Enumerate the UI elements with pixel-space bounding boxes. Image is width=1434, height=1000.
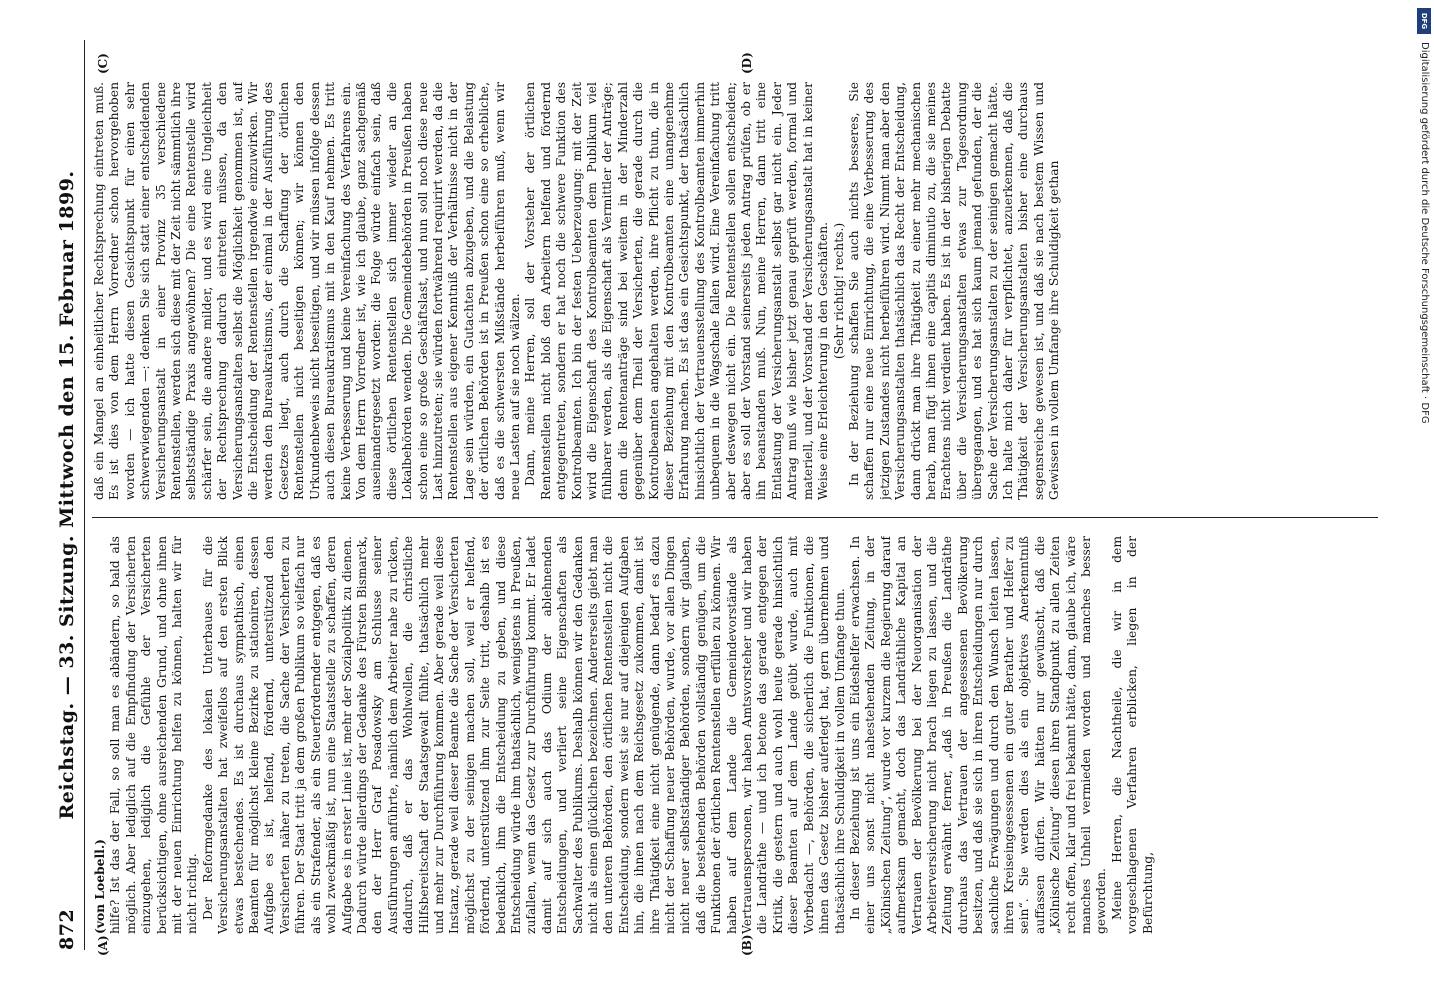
digitization-credit: Digitalisierung gefördert durch die Deutsche Forschungsgemeinschaft · DFG (1419, 42, 1430, 424)
page-number: 872 (56, 908, 78, 950)
paragraph: In dieser Beziehung ist uns ein Eideshelfer erwachsen. In einer uns sonst nicht nahestehenden Zeitung, in der „Kölnischen Zeitung“, wurde vor kurzem die Regierung darauf aufmerksam gemacht, doch das Landräthliche Kapital an Vertrauen der Bevölkerung bei der Neuorganisation der Arbeiterversicherung nicht brach liegen zu lassen, und die Zeitung erwähnt ferner, „daß in Preußen die Landräthe durchaus das Vertrauen der angesessenen Bevölkerung besitzen, und daß sie sich in ihren Entscheidungen nur durch sachliche Erwägungen und durch den Wunsch leiten lassen, ihren Kreiseingesessenen ein guter Berather und Helfer zu sein“. Sie werden dies als ein objektives Anerkenntniß auffassen dürfen. Wir hätten nur gewünscht, daß die „Kölnische Zeitung“ diesen ihren Standpunkt zu allen Zeiten recht offen, klar und frei bekannt hätte, dann, glaube ich, wäre manches Unheil vermieden worden und manches besser geworden. (847, 536, 1109, 934)
margin-marker-c: (C) (96, 53, 110, 74)
interjection: (Sehr richtig! rechts.) (831, 222, 846, 360)
paragraph: In der Beziehung schaffen Sie auch nichts besseres, Sie schaffen nur eine neue Einrichtung, die eine Verbesserung des jetzigen Zustandes nicht herbeiführen wird. Nimmt man aber den Versicherungsanstalten thatsächlich das Recht der Entscheidung, dann drückt man ihre Thätigkeit zu einer mehr mechanischen herab, man fügt ihnen eine capitis diminutio zu, die sie meines Erachtens nicht verdient haben. Es ist in der bisherigen Debatte über die Versicherungsanstalten etwas zur Tagesordnung übergegangen, und es hat sich kaum jemand gefunden, der die Sache der Versicherungsanstalten zu der seinigen gemacht hätte. Ich halte mich daher für verpflichtet, anzuerkennen, daß die Thätigkeit der Versicherungsanstalten bisher eine durchaus segensreiche gewesen ist, und daß sie nach bestem Wissen und Gewissen in vollem Umfange ihre Schuldigkeit gethan (846, 82, 1062, 500)
right-text-column (92, 82, 1370, 500)
digitization-note (1414, 8, 1434, 992)
dfg-logo: DFG (1417, 8, 1431, 34)
margin-marker-d: (D) (740, 52, 754, 74)
column-divider (92, 517, 1378, 518)
paragraph: Meine Herren, die Nachtheile, die wir in dem vorgeschlagenen Verfahren erblicken, liegen in der Befürchtung, (1109, 536, 1155, 934)
speaker-label: (von Loebell.) (92, 839, 107, 934)
paragraph: Der Reformgedanke des lokalen Unterbaues für die Versicherungsanstalten hat zweifellos auf den ersten Blick etwas bestechendes. Es ist durchaus sympathisch, einen Beamten für möglichst kleine Bezirke zu stationiren, dessen Aufgabe es ist, helfend, fördernd, unterstützend den Versicherten näher zu treten, die Sache der Versicherten zu führen. Der Staat tritt ja dem großen Publikum so vielfach nur als ein Strafender, als ein Steuerfordernder entgegen, daß es wohl zweckmäßig ist, nun eine Staatsstelle zu schaffen, deren Aufgabe es in erster Linie ist, mehr der Sozialpolitik zu dienen. Dadurch würde allerdings der Gedanke des Fürsten Bismarck, den der Herr Graf Posadowsky am Schlusse seiner Ausführungen anführte, nämlich dem Arbeiter nahe zu rücken, dadurch, daß er das Wohlwollen, die christliche Hilfsbereitschaft der Staatsgewalt fühlte, thatsächlich mehr und mehr zur Durchführung kommen. Aber gerade weil diese Instanz, gerade weil dieser Beamte die Sache der Versicherten möglichst zu der seinigen machen soll, weil er helfend, fördernd, unterstützend ihm zur Seite tritt, deshalb ist es bedenklich, ihm die Entscheidung zu geben, und diese Entscheidung würde ihm thatsächlich, wenigstens in Preußen, zufallen, wenn das Gesetz zur Durchführung kommt. Er ladet damit auf sich auch das Odium der ablehnenden Entscheidungen, und verliert seine Eigenschaften als Sachwalter des Publikums. Deshalb können wir den Gedanken nicht als einen glücklichen bezeichnen. Andererseits giebt man den unteren Behörden, den örtlichen Rentenstellen nicht die Entscheidung, sondern weist sie nur auf diejenigen Aufgaben hin, die ihnen nach dem Reichsgesetz zukommen, damit ist ihre Thätigkeit eine nicht genügende, dann bedarf es dazu nicht der Schaffung neuer Behörden, wurde, vor allen Dingen nicht neuer selbstständiger Behörden, sondern wir glauben, daß die bestehenden Behörden vollständig genügen, um die Funktionen der örtlichen Rentenstellen erfüllen zu können. Wir haben auf dem Lande die Gemeindevorstände als Vertrauenspersonen, wir haben Amtsvorsteher und wir haben die Landräthe — und ich betone das gerade entgegen der Kritik, die gestern und auch wohl heute gerade hinsichtlich dieser Beamten auf dem Lande geübt wurde, auch mit Vorbedacht —, Behörden, die sicherlich die Funktionen, die ihnen das Gesetz bisher auferlegt hat, gern übernehmen und thatsächlich ihre Schuldigkeit in vollem Umfange thun. (200, 536, 847, 934)
margin-marker-b: (B) (740, 934, 754, 956)
paragraph: Dann, meine Herren, soll der Vorsteher der örtlichen Rentenstellen nicht bloß den Arbeitern helfend und fördernd entgegentreten, sondern er hat noch die schwere Funktion des Kontrolbeamten. Ich bin der festen Ueberzeugung: mit der Zeit wird die Eigenschaft des Kontrolbeamten dem Publikum viel fühlbarer werden, als die Eigenschaft als Vermittler der Anträge; denn die Rentenanträge sind bei weitem in der Minderzahl gegenüber dem Theil der Versicherten, die gerade durch die Kontrolbeamten angehalten werden, ihre Pflicht zu thun, die in dieser Beziehung mit den Kontrolbeamten eine unangenehme Erfahrung machen. Es ist das ein Gesichtspunkt, der thatsächlich hinsichtlich der Vertrauensstellung des Kontrolbeamten immerhin unbequem in die Wagschale fallen wird. Eine Vereinfachung tritt aber deswegen nicht ein. Die Rentenstellen sollen entscheiden; aber es soll der Vorstand seinerseits jeden Antrag prüfen, ob er ihn beanstanden muß. Nun, meine Herren, dann tritt eine Entlastung der Versicherungsanstalt selbst gar nicht ein. Jeder Antrag muß wie bisher jetzt genau geprüft werden, formal und materiell, und der Vorstand der Versicherungsanstalt hat in keiner Weise eine Erleichterung in den Geschäften. (523, 82, 831, 500)
page-header (48, 40, 85, 950)
left-text-column (92, 536, 1370, 934)
page-title: Reichstag. — 33. Sitzung. Mittwoch den 15. Februar 1899. (56, 170, 78, 820)
paragraph: hilfe? Ist das der Fall, so soll man es abändern, so bald als möglich. Aber lediglich auf die Empfindung der Versicherten einzugehen, lediglich die Gefühle der Versicherten berücksichtigen, ohne ausreichenden Grund, und ohne ihnen mit der neuen Einrichtung helfen zu können, halten wir für nicht richtig. (108, 536, 200, 934)
paragraph: daß ein Mangel an einheitlicher Rechtsprechung eintreten muß. Es ist dies von dem Herrn Vorredner schon hervorgehoben worden — ich hatte diesen Gesichtspunkt für einen sehr schwerwiegenden —: denken Sie sich statt einer entscheidenden Versicherungsanstalt in einer Provinz 35 verschiedene Rentenstellen, werden sich diese mit der Zeit nicht sämmtlich ihre selbstständige Praxis angewöhnen? Die eine Rentenstelle wird schärfer sein, die andere milder, und es wird eine Ungleichheit der Rechtsprechung dadurch eintreten müssen, da den Versicherungsanstalten selbst die Möglichkeit genommen ist, auf die Entscheidung der Rentenstellen irgendwie einzuwirken. Wir werden den Bureaukratismus, der einmal in der Ausführung des Gesetzes liegt, auch durch die Schaffung der örtlichen Rentenstellen nicht beseitigen können; wir können den Urkundenbeweis nicht beseitigen, und wir müssen infolge dessen auch diesen Bureaukratismus mit in den Kauf nehmen. Es tritt keine Verbesserung und keine Vereinfachung des Verfahrens ein. Von dem Herrn Vorredner ist, wie ich glaube, ganz sachgemäß auseinandergesetzt worden: die Folge würde einfach sein, daß diese örtlichen Rentenstellen sich immer wieder an die Lokalbehörden wenden. Die Gemeindebehörden in Preußen haben schon eine so große Geschäftslast, und nun soll noch diese neue Last hinzutreten; sie würden fortwährend requirirt werden, da die Rentenstellen aus eigener Kenntniß der Verhältnisse nicht in der Lage sein würden, ein Gutachten abzugeben, und die Belastung der örtlichen Behörden ist in Preußen schon eine so erhebliche, daß es die schwersten Mißstände herbeiführen muß, wenn wir neue Lasten auf sie noch wälzen. (92, 82, 522, 500)
margin-marker-a: (A) (96, 935, 110, 956)
